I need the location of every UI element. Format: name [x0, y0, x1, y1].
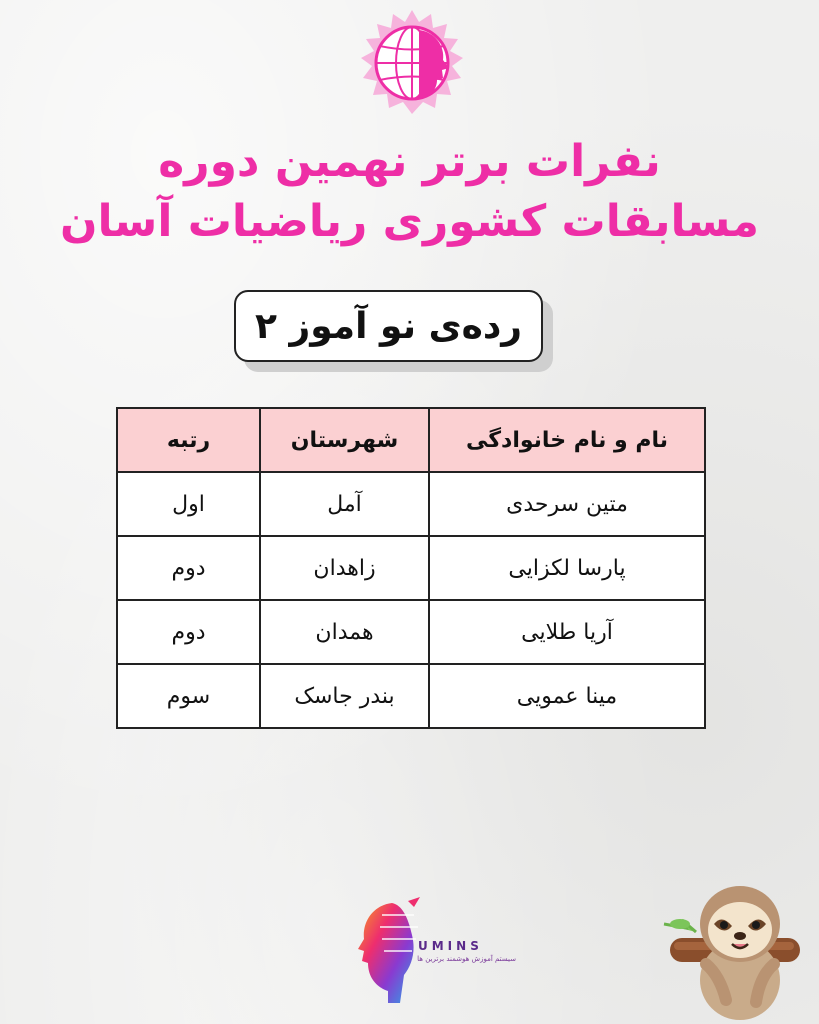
cell-city: آمل: [260, 472, 429, 536]
winners-table: [116, 407, 706, 729]
table-row: [117, 600, 705, 664]
column-header-city: شهرستان: [260, 408, 429, 472]
title-line-2: مسابقات کشوری ریاضیات آسان: [59, 196, 760, 247]
table-header-row: [117, 408, 705, 472]
brand-name: UMINS: [418, 939, 483, 953]
cell-city: همدان: [260, 600, 429, 664]
cell-name: متین سرحدی: [429, 472, 705, 536]
cell-name: پارسا لکزایی: [429, 536, 705, 600]
colorful-head-logo-icon: [352, 895, 422, 1007]
cell-city: بندر جاسک: [260, 664, 429, 728]
column-header-rank: رتبه: [117, 408, 260, 472]
cell-name: آریا طلایی: [429, 600, 705, 664]
column-header-name: نام و نام خانوادگی: [429, 408, 705, 472]
cell-rank: اول: [117, 472, 260, 536]
sloth-on-branch-icon: [660, 880, 810, 1024]
cell-name: مینا عمویی: [429, 664, 705, 728]
cell-city: زاهدان: [260, 536, 429, 600]
table-row: [117, 536, 705, 600]
cell-rank: دوم: [117, 536, 260, 600]
cell-rank: دوم: [117, 600, 260, 664]
globe-face-logo-icon: [357, 8, 467, 118]
grade-label: رده‌ی نو آموز ۲: [234, 290, 543, 362]
brand-logo: [352, 895, 522, 1007]
table-row: [117, 664, 705, 728]
title-line-1: نفرات برتر نهمین دوره: [158, 136, 661, 187]
cell-rank: سوم: [117, 664, 260, 728]
brand-tagline: سیستم آموزش هوشمند برترین ها: [417, 955, 516, 963]
table-row: [117, 472, 705, 536]
